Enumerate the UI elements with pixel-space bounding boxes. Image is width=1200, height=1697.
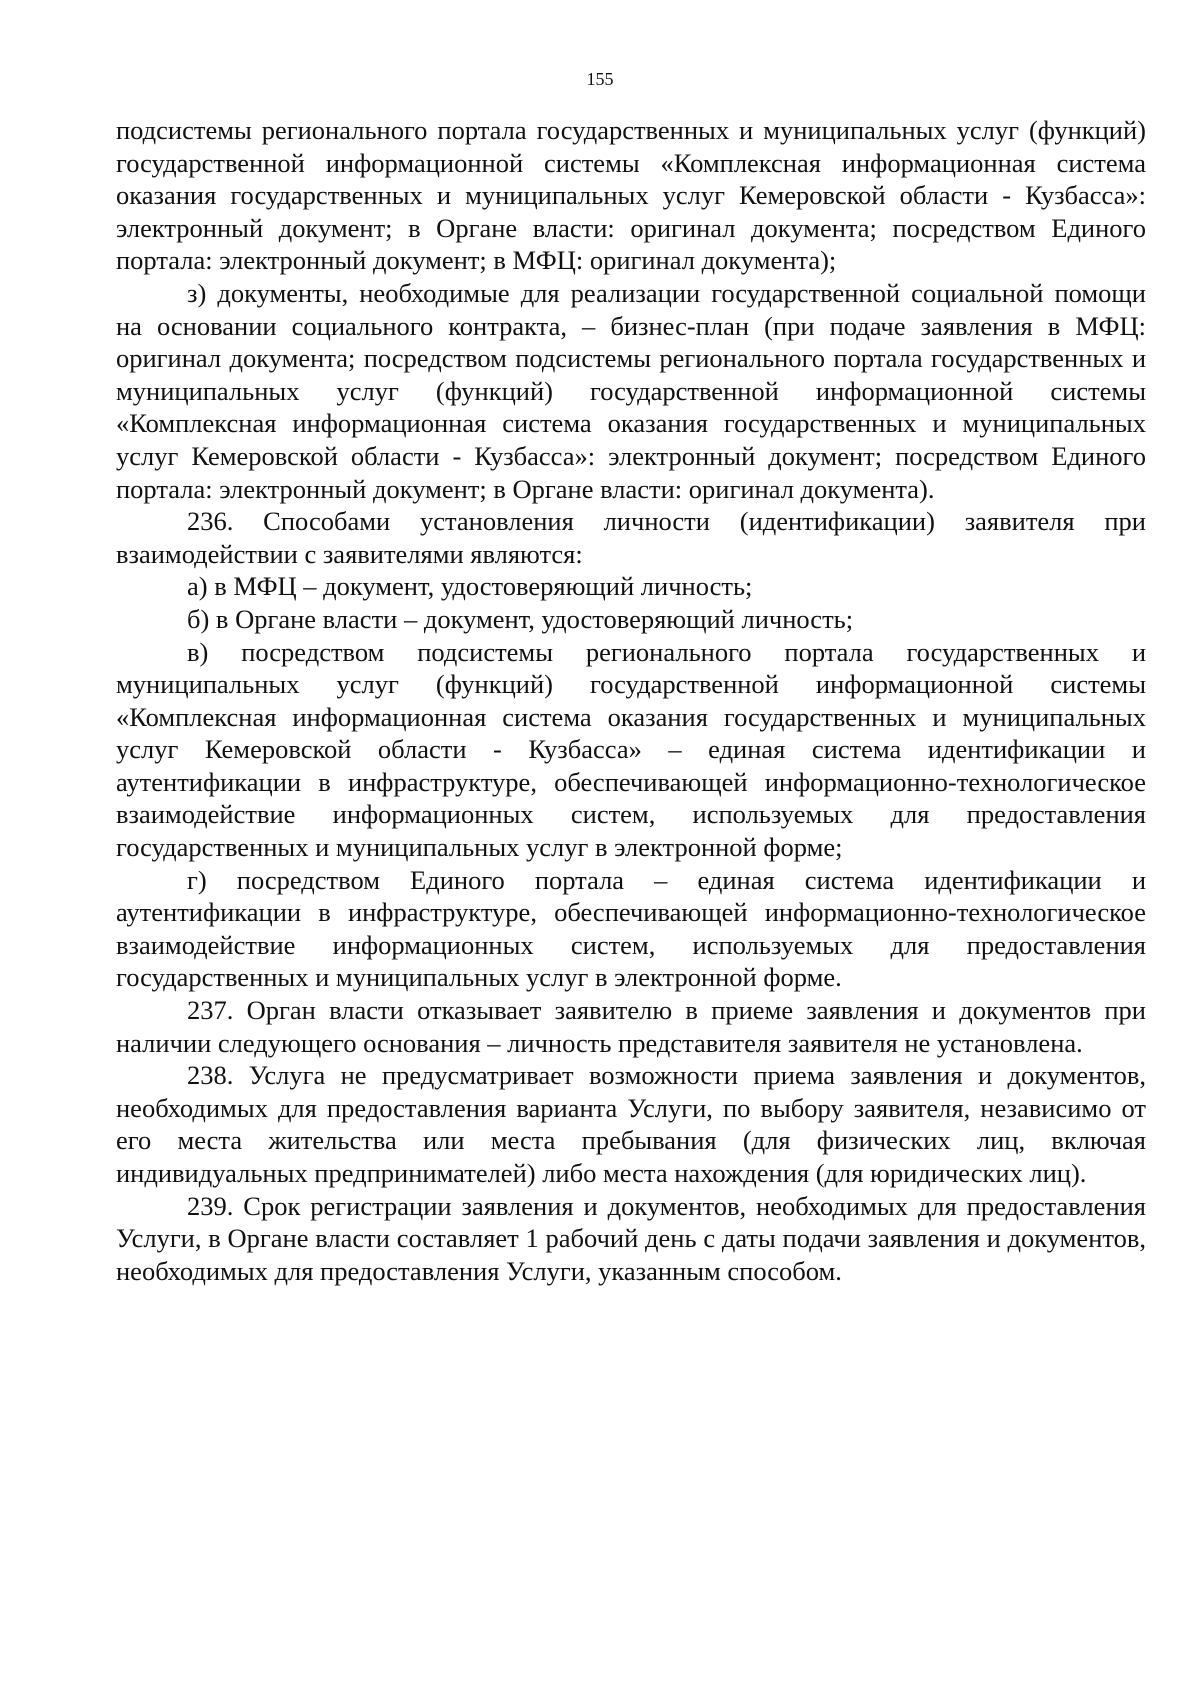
paragraph-item-z: з) документы, необходимые для реализации государственной социальной помощи на основании социального контракта, – бизнес-план (при подаче заявления в МФЦ: оригинал документа; посредством подсистемы регионального портала государственных и муниципальных услуг (функций) государственной информационной системы «Комплексная информационная система оказания государственных и муниципальных услуг Кемеровской области - Кузбасса»: электронный документ; посредством Единого портала: электронный документ; в Органе власти: оригинал документа). <box>116 277 1146 504</box>
paragraph-236-b: б) в Органе власти – документ, удостоверяющий личность; <box>187 603 854 634</box>
paragraph-236-a: а) в МФЦ – документ, удостоверяющий личность; <box>187 571 753 602</box>
paragraph-237: 237. Орган власти отказывает заявителю в приеме заявления и документов при наличии следующего основания – личность представителя заявителя не установлена. <box>116 995 1146 1058</box>
paragraph-236-g: г) посредством Единого портала – единая система идентификации и аутентификации в инфраструктуре, обеспечивающей информационно-технологическое взаимодействие информационных систем, используемых для предоставления государственных и муниципальных услуг в электронной форме. <box>116 864 1146 993</box>
page-number: 155 <box>586 69 614 89</box>
paragraph-236-v: в) посредством подсистемы регионального портала государственных и муниципальных услуг (функций) государственной информационной системы «Комплексная информационная система оказания государственных и муниципальных услуг Кемеровской области - Кузбасса» – единая система идентификации и аутентификации в инфраструктуре, обеспечивающей информационно-технологическое взаимодействие информационных систем, используемых для предоставления государственных и муниципальных услуг в электронной форме; <box>116 636 1146 863</box>
paragraph-238: 238. Услуга не предусматривает возможности приема заявления и документов, необходимых для предоставления варианта Услуги, по выбору заявителя, независимо от его места жительства или места пребывания (для физических лиц, включая индивидуальных предпринимателей) либо места нахождения (для юридических лиц). <box>116 1060 1146 1188</box>
paragraph-239: 239. Срок регистрации заявления и документов, необходимых для предоставления Услуги, в Органе власти составляет 1 рабочий день с даты подачи заявления и документов, необходимых для предоставления Услуги, указанным способом. <box>116 1190 1146 1286</box>
paragraph-236: 236. Способами установления личности (идентификации) заявителя при взаимодействии с заявителями являются: <box>116 506 1146 569</box>
paragraph-continuation: подсистемы регионального портала государственных и муниципальных услуг (функций) государственной информационной системы «Комплексная информационная система оказания государственных и муниципальных услуг Кемеровской области - Кузбасса»: электронный документ; в Органе власти: оригинал документа; посредством Единого портала: электронный документ; в МФЦ: оригинал документа); <box>116 115 1146 276</box>
document-body <box>116 114 1146 1287</box>
